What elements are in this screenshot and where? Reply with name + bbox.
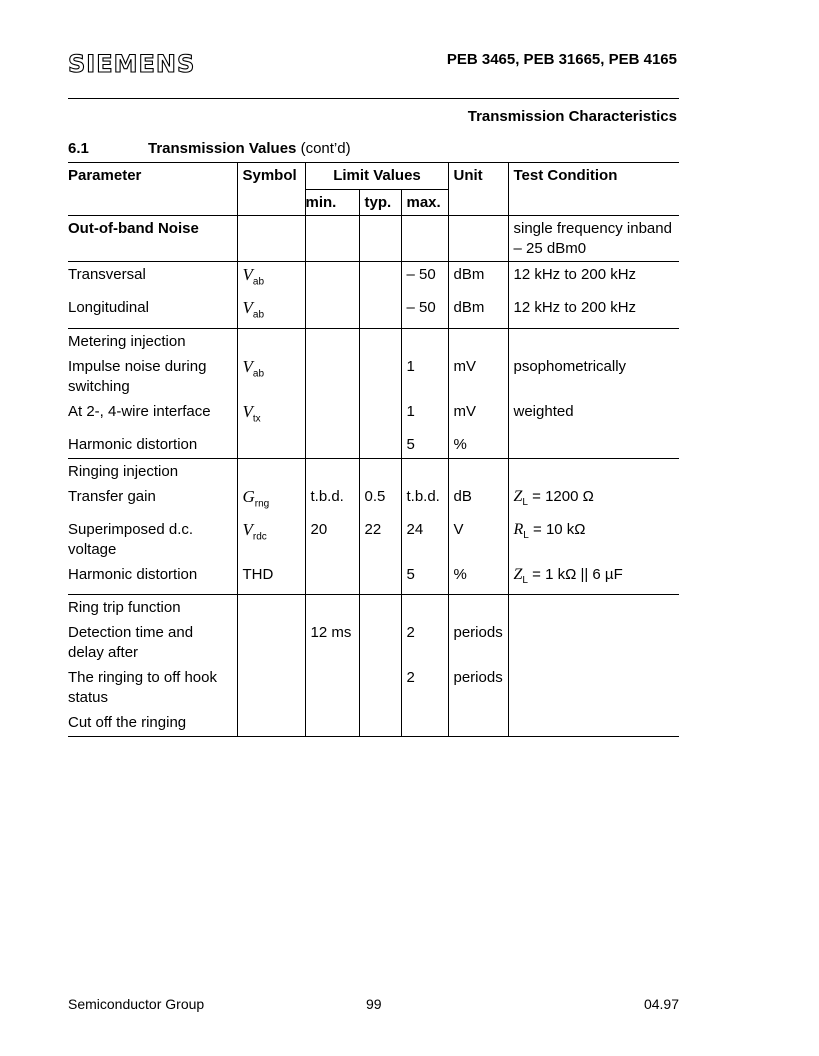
cell-min [305,216,359,262]
symbol-text: THD [242,566,274,584]
symbol-sub-wrap [252,298,265,321]
cell-max: – 50 [401,295,448,328]
cell-max: 1 [401,399,448,432]
cell-typ [359,295,401,328]
table-row [68,216,679,262]
cell-parameter: Cut off the ringing [68,714,187,732]
cell-test-condition: 12 kHz to 200 kHz [508,295,679,328]
cell-max [401,458,448,484]
cell-unit: periods [448,665,508,710]
transmission-values-table [68,162,679,737]
cell-min: 12 ms [305,620,359,665]
cell-test-condition: single frequency inband – 25 dBm0 [508,216,679,262]
cell-min [305,665,359,710]
cell-max [401,710,448,736]
cell-typ [359,399,401,432]
cell-unit: dB [448,484,508,517]
table-row [68,354,679,399]
cell-symbol [237,620,305,665]
cell-max: 2 [401,620,448,665]
cell-test-condition [508,620,679,665]
cell-symbol [237,665,305,710]
cell-parameter: Metering injection [68,332,186,350]
cell-symbol [237,710,305,736]
symbol-sub-wrap [252,520,267,543]
cell-test-condition: psophometrically [508,354,679,399]
symbol-var: V [242,297,253,317]
cell-test-condition [508,710,679,736]
condition-var: R [513,521,524,539]
cell-unit: mV [448,354,508,399]
cell-min [305,594,359,620]
cell-symbol [237,517,305,562]
cell-unit: periods [448,620,508,665]
header-parameter: Parameter [68,167,142,184]
cell-min [305,354,359,399]
document-title: PEB 3465, PEB 31665, PEB 4165 [446,51,677,68]
header-typ: typ. [359,189,401,216]
cell-unit: dBm [448,262,508,295]
siemens-logo: SIEMENS [68,50,196,78]
cell-test-condition: 12 kHz to 200 kHz [508,262,679,295]
cell-symbol [237,484,305,517]
cell-parameter: Ringing injection [68,462,179,480]
cell-typ [359,710,401,736]
cell-max [401,594,448,620]
condition-subscript: L [522,575,528,587]
symbol-subscript: rdc [252,531,267,543]
cell-test-condition [508,328,679,354]
cell-typ [359,432,401,458]
header-unit: Unit [448,163,508,216]
cell-min [305,295,359,328]
symbol-var: V [242,402,253,422]
symbol-var: V [242,357,253,377]
cell-min [305,710,359,736]
table-row [68,484,679,517]
cell-symbol [237,216,305,262]
section-title: Transmission Characteristics [467,108,677,125]
cell-unit [448,216,508,262]
table-row [68,295,679,328]
cell-min: t.b.d. [305,484,359,517]
header-min: min. [305,189,359,216]
cell-typ [359,216,401,262]
header-test-condition: Test Condition [508,163,679,216]
cell-parameter: The ringing to off hook status [68,669,217,706]
table-row [68,710,679,736]
cell-typ [359,328,401,354]
header-limit-values: Limit Values [305,163,448,190]
cell-typ [359,620,401,665]
cell-min: 20 [305,517,359,562]
cell-symbol [237,354,305,399]
table-row [68,594,679,620]
condition-subscript: L [523,530,529,542]
cell-unit: mV [448,399,508,432]
table-row [68,399,679,432]
cell-unit [448,458,508,484]
cell-unit [448,594,508,620]
table-row [68,665,679,710]
table-row [68,562,679,594]
cell-unit [448,328,508,354]
subsection-title-suffix: (cont’d) [300,140,351,157]
subsection-title [148,140,351,157]
table-row [68,620,679,665]
cell-parameter: Ring trip function [68,598,181,616]
table-row [68,262,679,295]
cell-max: 5 [401,562,448,594]
cell-unit: dBm [448,295,508,328]
cell-test-condition [508,432,679,458]
cell-max: 5 [401,432,448,458]
cell-test-condition [508,562,679,594]
cell-min [305,328,359,354]
cell-unit [448,710,508,736]
cell-unit: % [448,562,508,594]
cell-max: 24 [401,517,448,562]
header-rule [68,98,679,99]
cell-symbol [237,562,305,594]
cell-parameter: Superimposed d.c. voltage [68,521,194,558]
condition-value: = 1200 Ω [527,488,594,506]
cell-symbol [237,458,305,484]
cell-max: 1 [401,354,448,399]
cell-typ: 22 [359,517,401,562]
cell-typ [359,562,401,594]
condition-var: Z [513,488,523,506]
cell-typ [359,458,401,484]
table-row [68,328,679,354]
footer-company: Semiconductor Group [68,996,205,1012]
cell-symbol [237,594,305,620]
cell-test-condition [508,665,679,710]
symbol-var: V [242,520,253,540]
cell-symbol [237,295,305,328]
cell-parameter: Impulse noise during switching [68,358,207,395]
symbol-sub-wrap [254,487,270,510]
footer-page-number: 99 [366,996,382,1012]
table-row [68,458,679,484]
condition-value: = 10 kΩ [528,521,586,539]
cell-max: – 50 [401,262,448,295]
cell-parameter: Out-of-band Noise [68,220,199,237]
cell-parameter: Longitudinal [68,298,149,316]
symbol-var: V [242,265,253,284]
cell-test-condition [508,517,679,562]
cell-max [401,328,448,354]
cell-test-condition [508,484,679,517]
cell-typ [359,594,401,620]
symbol-subscript: ab [252,276,265,288]
cell-parameter: Harmonic distortion [68,436,198,454]
header-max: max. [401,189,448,216]
cell-max [401,216,448,262]
cell-parameter: Transfer gain [68,488,156,506]
subsection-number: 6.1 [68,140,89,157]
cell-symbol [237,399,305,432]
footer-date: 04.97 [643,996,679,1012]
symbol-sub-wrap [252,265,265,288]
cell-typ: 0.5 [359,484,401,517]
cell-test-condition: weighted [508,399,679,432]
table-row [68,432,679,458]
cell-symbol [237,262,305,295]
cell-parameter: Detection time and delay after [68,624,194,661]
cell-min [305,458,359,484]
condition-var: Z [513,566,523,584]
cell-typ [359,262,401,295]
symbol-subscript: ab [252,368,265,380]
table-body [68,216,679,737]
cell-unit: V [448,517,508,562]
cell-symbol [237,432,305,458]
symbol-var: G [242,487,255,507]
cell-min [305,399,359,432]
cell-typ [359,354,401,399]
symbol-sub-wrap [252,402,261,425]
symbol-subscript: ab [252,309,265,321]
header-symbol: Symbol [237,163,305,216]
cell-max: 2 [401,665,448,710]
condition-value: = 1 kΩ || 6 µF [527,566,623,584]
cell-max: t.b.d. [401,484,448,517]
cell-typ [359,665,401,710]
cell-unit: % [448,432,508,458]
condition-subscript: L [522,497,528,509]
subsection-title-text: Transmission Values [148,140,297,157]
cell-min [305,432,359,458]
table-row [68,517,679,562]
cell-test-condition [508,594,679,620]
cell-min [305,262,359,295]
cell-parameter: At 2-, 4-wire interface [68,403,211,421]
cell-parameter: Harmonic distortion [68,566,198,584]
symbol-subscript: rng [254,498,270,510]
cell-test-condition [508,458,679,484]
cell-min [305,562,359,594]
cell-symbol [237,328,305,354]
symbol-subscript: tx [252,413,261,425]
symbol-sub-wrap [252,357,265,380]
cell-parameter: Transversal [68,266,146,283]
